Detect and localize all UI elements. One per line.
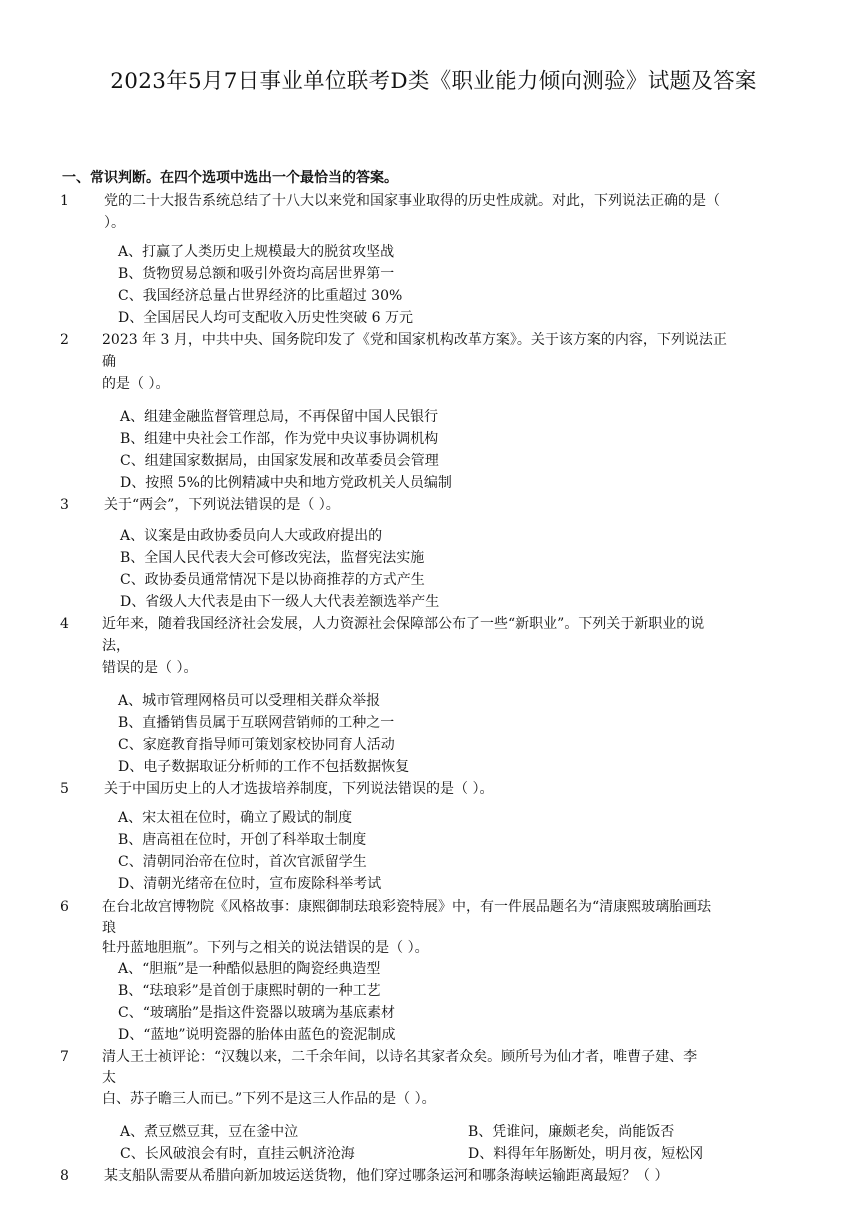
question-stem: 法， <box>102 638 130 654</box>
question-stem: 关于“两会”，下列说法错误的是（ ）。 <box>104 497 340 513</box>
option-d: D、电子数据取证分析师的工作不包括数据恢复 <box>118 759 410 775</box>
option-b: B、凭谁问，廉颇老矣，尚能饭否 <box>468 1124 675 1140</box>
question-stem: 错误的是（ ）。 <box>102 660 198 676</box>
question-stem: 在台北故宫博物院《风格故事：康熙御制珐琅彩瓷特展》中，有一件展品题名为“清康熙玻璃胎画珐 <box>102 899 712 915</box>
option-c: C、家庭教育指导师可策划家校协同育人活动 <box>118 737 395 753</box>
question-stem: 关于中国历史上的人才选拔培养制度，下列说法错误的是（ ）。 <box>104 781 494 797</box>
option-d: D、清朝光绪帝在位时，宣布废除科举考试 <box>118 876 382 892</box>
option-b: B、全国人民代表大会可修改宪法，监督宪法实施 <box>120 550 425 566</box>
question-stem: 白、苏子瞻三人而已。”下列不是这三人作品的是（ ）。 <box>102 1091 436 1107</box>
option-a: A、组建金融监督管理总局，不再保留中国人民银行 <box>120 409 439 425</box>
question-stem: 琅 <box>102 920 116 936</box>
question-stem: 牡丹蓝地胆瓶”。下列与之相关的说法错误的是（ ）。 <box>102 940 429 956</box>
option-b: B、“珐琅彩”是首创于康熙时朝的一种工艺 <box>118 983 381 999</box>
option-b: B、货物贸易总额和吸引外资均高居世界第一 <box>118 266 395 282</box>
option-c: C、政协委员通常情况下是以协商推荐的方式产生 <box>120 572 425 588</box>
option-a: A、煮豆燃豆萁，豆在釜中泣 <box>120 1124 299 1140</box>
option-c: C、组建国家数据局，由国家发展和改革委员会管理 <box>120 453 439 469</box>
option-a: A、“胆瓶”是一种酷似悬胆的陶瓷经典造型 <box>118 961 381 977</box>
option-c: C、“玻璃胎”是指这件瓷器以玻璃为基底素材 <box>118 1005 396 1021</box>
question-number: 5 <box>60 781 69 797</box>
document-title: 2023年5月7日事业单位联考D类《职业能力倾向测验》试题及答案 <box>110 69 757 94</box>
option-a: A、城市管理网格员可以受理相关群众举报 <box>118 693 381 709</box>
option-d: D、料得年年肠断处，明月夜，短松冈 <box>468 1146 704 1162</box>
question-stem: 近年来，随着我国经济社会发展，人力资源社会保障部公布了一些“新职业”。下列关于新职业的说 <box>102 616 705 632</box>
question-number: 3 <box>60 497 69 513</box>
option-d: D、按照 5%的比例精减中央和地方党政机关人员编制 <box>120 475 452 491</box>
option-d: D、“蓝地”说明瓷器的胎体由蓝色的瓷泥制成 <box>118 1027 396 1043</box>
question-stem: 某支船队需要从希腊向新加坡运送货物，他们穿过哪条运河和哪条海峡运输距离最短？（ ） <box>104 1168 669 1184</box>
option-a: A、宋太祖在位时，确立了殿试的制度 <box>118 810 353 826</box>
option-d: D、省级人大代表是由下一级人大代表差额选举产生 <box>120 594 440 610</box>
option-b: B、组建中央社会工作部，作为党中央议事协调机构 <box>120 431 439 447</box>
question-stem: 的是（ ）。 <box>102 376 170 392</box>
option-a: A、议案是由政协委员向人大或政府提出的 <box>120 528 383 544</box>
question-stem: 清人王士祯评论：“汉魏以来，二千余年间，以诗名其家者众矣。顾所号为仙才者，唯曹子建、李 <box>102 1049 698 1065</box>
option-c: C、清朝同治帝在位时，首次官派留学生 <box>118 854 367 870</box>
question-stem: 党的二十大报告系统总结了十八大以来党和国家事业取得的历史性成就。对此，下列说法正确的是（ <box>104 193 720 209</box>
option-b: B、唐高祖在位时，开创了科举取士制度 <box>118 832 367 848</box>
question-number: 6 <box>60 899 69 915</box>
option-b: B、直播销售员属于互联网营销师的工种之一 <box>118 715 395 731</box>
question-number: 4 <box>60 616 69 632</box>
question-number: 1 <box>60 193 69 209</box>
question-stem: 2023 年 3 月，中共中央、国务院印发了《党和国家机构改革方案》。关于该方案的内容，下列说法正 <box>102 332 727 348</box>
option-c: C、我国经济总量占世界经济的比重超过 30% <box>118 288 403 304</box>
option-c: C、长风破浪会有时，直挂云帆济沧海 <box>120 1146 355 1162</box>
question-number: 7 <box>60 1049 69 1065</box>
section-heading: 一、常识判断。在四个选项中选出一个最恰当的答案。 <box>62 170 398 186</box>
option-a: A、打赢了人类历史上规模最大的脱贫攻坚战 <box>118 244 395 260</box>
question-number: 8 <box>60 1168 69 1184</box>
question-stem: 确 <box>102 354 116 370</box>
question-number: 2 <box>60 332 69 348</box>
question-stem: 太 <box>102 1070 116 1086</box>
question-stem: ）。 <box>104 215 125 231</box>
option-d: D、全国居民人均可支配收入历史性突破 6 万元 <box>118 310 414 326</box>
